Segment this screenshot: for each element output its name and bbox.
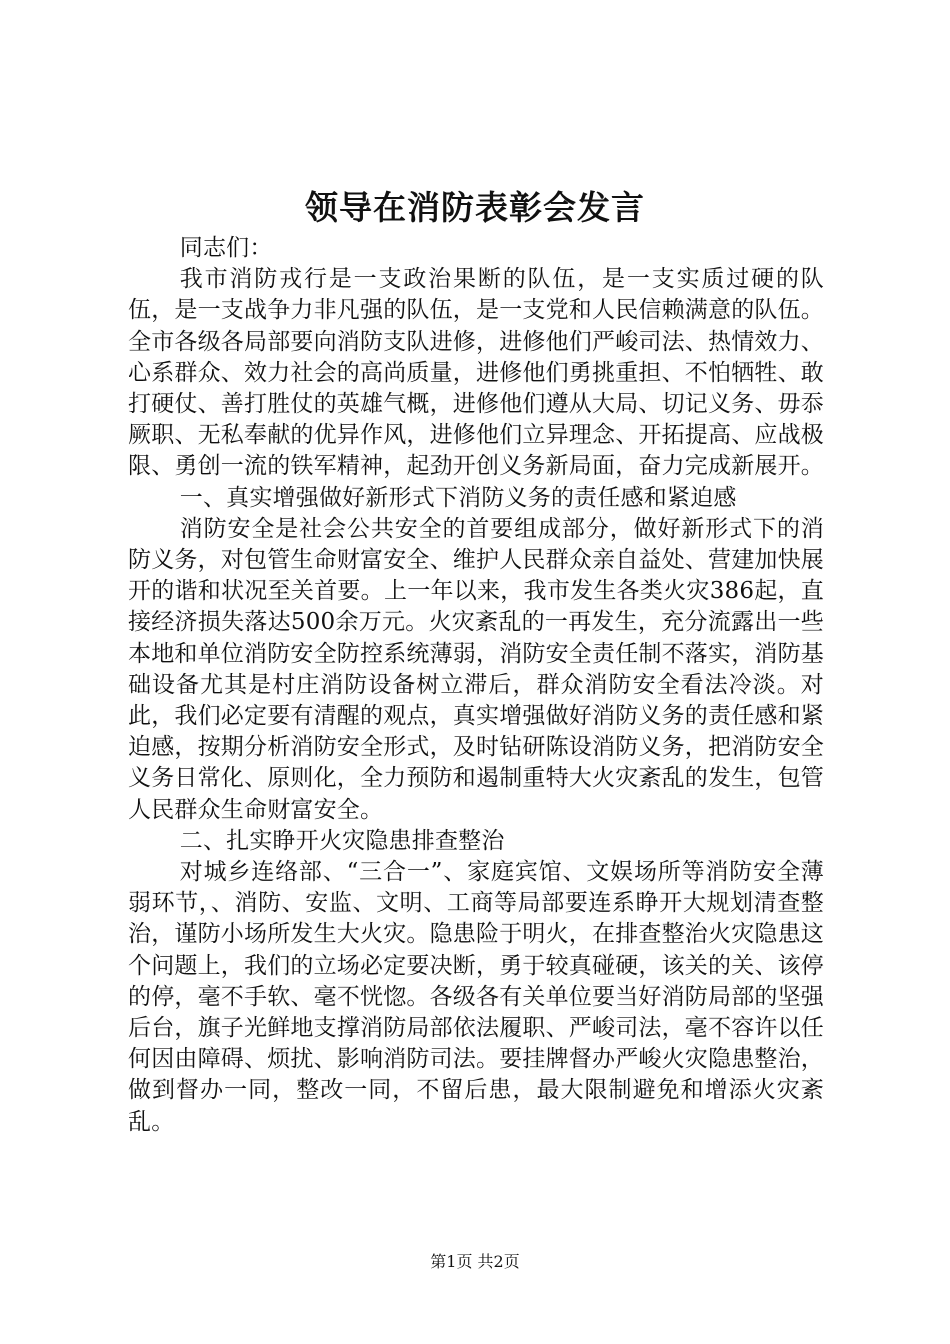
body-paragraph: 对城乡连络部、“三合一”、家庭宾馆、文娱场所等消防安全薄弱环节，、消防、安监、文明、工商等局部要连系睁开大规划清查整治，谨防小场所发生大火灾。隐患险于明火，在排查整治火灾隐患这个问题上，我们的立场必定要决断，勇于较真碰硬，该关的关、该停的停，毫不手软、毫不恍惚。各级各有关单位要当好消防局部的坚强后台，旗子光鲜地支撑消防局部依法履职、严峻司法，毫不容许以任何因由障碍、烦扰、影响消防司法。要挂牌督办严峻火灾隐患整治，做到督办一同，整改一同，不留后患，最大限制避免和增添火灾紊乱。 xyxy=(128,859,824,1135)
greeting-paragraph: 同志们： xyxy=(179,235,273,261)
document-title: 领导在消防表彰会发言 xyxy=(305,188,645,227)
body-paragraph: 消防安全是社会公共安全的首要组成部分，做好新形式下的消防义务，对包管生命财富安全、维护人民群众亲自益处、营建加快展开的谐和状况至关首要。上一年以来，我市发生各类火灾386起，直接经济损失落达500余万元。火灾紊乱的一再发生，充分流露出一些本地和单位消防安全防控系统薄弱，消防安全责任制不落实，消防基础设备尤其是村庄消防设备树立滞后，群众消防安全看法冷淡。对此，我们必定要有清醒的观点，真实增强做好消防义务的责任感和紧迫感，按期分析消防安全形式，及时钻研陈设消防义务，把消防安全义务日常化、原则化，全力预防和遏制重特大火灾紊乱的发生，包管人民群众生命财富安全。 xyxy=(128,515,824,823)
section-heading: 一、真实增强做好新形式下消防义务的责任感和紧迫感 xyxy=(179,484,737,511)
document-body xyxy=(128,233,824,1138)
section-heading: 二、扎实睁开火灾隐患排查整治 xyxy=(179,827,505,854)
body-paragraph: 我市消防戎行是一支政治果断的队伍，是一支实质过硬的队伍，是一支战争力非凡强的队伍，是一支党和人民信赖满意的队伍。全市各级各局部要向消防支队进修，进修他们严峻司法、热情效力、心系群众、效力社会的高尚质量，进修他们勇挑重担、不怕牺牲、敢打硬仗、善打胜仗的英雄气概，进修他们遵从大局、切记义务、毋忝厥职、无私奉献的优异作风，进修他们立异理念、开拓提高、应战极限、勇创一流的铁军精神，起劲开创义务新局面，奋力完成新展开。 xyxy=(128,266,824,480)
page-footer: 第1页 共2页 xyxy=(430,1252,520,1271)
